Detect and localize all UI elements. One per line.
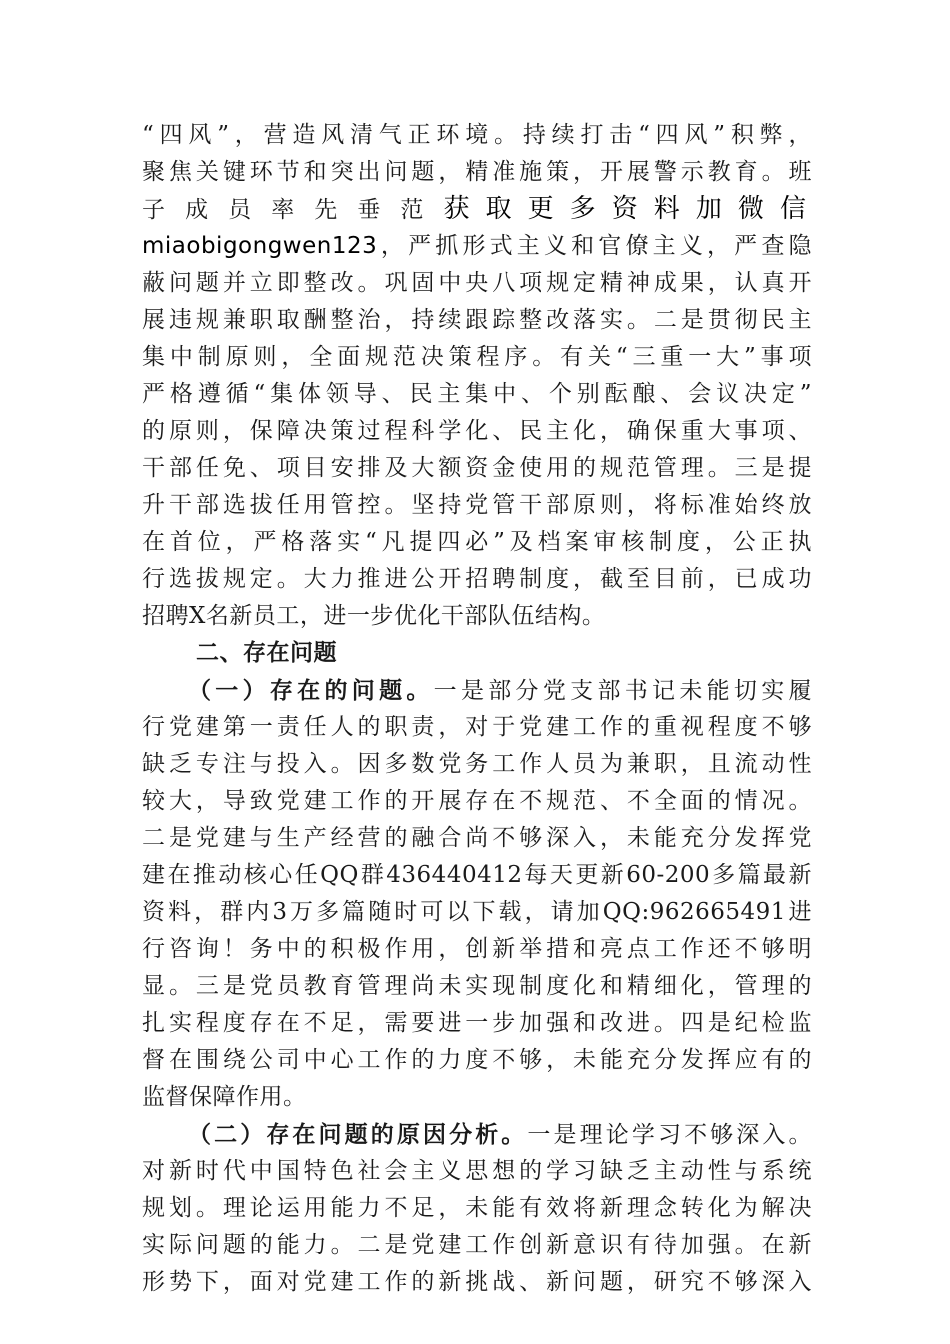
text-line: 监督保障作用。	[142, 1084, 307, 1110]
text-line	[142, 1116, 812, 1153]
text-line: 行党建第一责任人的职责，对于党建工作的重视程度不够	[142, 714, 812, 740]
wechat-id-text: miaobigongwen123	[142, 233, 378, 259]
text-line: 较大，导致党建工作的开展存在不规范、不全面的情况。	[142, 788, 812, 814]
text-line: 招聘X名新员工，进一步优化干部队伍结构。	[142, 603, 606, 629]
text-line-segment: 一是理论学习不够深入。	[527, 1122, 813, 1148]
text-line: 行咨询！务中的积极作用，创新举措和亮点工作还不够明	[142, 936, 812, 962]
subsection-heading: （一）存在的问题。	[188, 677, 434, 704]
text-line: 聚焦关键环节和突出问题，精准施策，开展警示教育。班	[142, 159, 812, 185]
section-heading: 二、存在问题	[196, 640, 337, 666]
text-line: “四风”，营造风清气正环境。持续打击“四风”积弊，	[142, 122, 812, 148]
text-line: 干部任免、项目安排及大额资金使用的规范管理。三是提	[142, 455, 812, 481]
text-line: 在首位，严格落实“凡提四必”及档案审核制度，公正执	[142, 529, 812, 555]
text-line: 严格遵循“集体领导、民主集中、个别酝酿、会议决定”	[142, 381, 812, 407]
text-line: 展违规兼职取酬整治，持续跟踪整改落实。二是贯彻民主	[142, 307, 812, 333]
text-line-segment: 子成员率先垂范	[142, 197, 444, 223]
text-line: 显。三是党员教育管理尚未实现制度化和精细化，管理的	[142, 973, 812, 999]
wechat-promo-text: 获取更多资料加微信	[443, 194, 812, 224]
qq-promo-line: 资料，群内3万多篇随时可以下载，请加QQ:962665491进	[142, 899, 812, 925]
text-line: 集中制原则，全面规范决策程序。有关“三重一大”事项	[142, 344, 812, 370]
text-line: 蔽问题并立即整改。巩固中央八项规定精神成果，认真开	[142, 270, 812, 296]
text-line	[142, 191, 812, 228]
text-line: 缺乏专注与投入。因多数党务工作人员为兼职，且流动性	[142, 751, 812, 777]
text-line: 行选拔规定。大力推进公开招聘制度，截至目前，已成功	[142, 566, 812, 592]
text-line: 督在围绕公司中心工作的力度不够，未能充分发挥应有的	[142, 1047, 812, 1073]
text-line-segment: ，严抓形式主义和官僚主义，严查隐	[377, 233, 812, 259]
text-line: 扎实程度存在不足，需要进一步加强和改进。四是纪检监	[142, 1010, 812, 1036]
text-line-segment: 一是部分党支部书记未能切实履	[433, 678, 813, 704]
text-line: 二是党建与生产经营的融合尚不够深入，未能充分发挥党	[142, 825, 812, 851]
text-line	[142, 672, 812, 709]
text-line: 实际问题的能力。二是党建工作创新意识有待加强。在新	[142, 1232, 812, 1258]
text-line: 的原则，保障决策过程科学化、民主化，确保重大事项、	[142, 418, 812, 444]
qq-promo-line: 建在推动核心任QQ群436440412每天更新60-200多篇最新	[142, 862, 812, 888]
document-body	[142, 117, 812, 1301]
text-line: 形势下，面对党建工作的新挑战、新问题，研究不够深入	[142, 1269, 812, 1295]
subsection-heading: （二）存在问题的原因分析。	[188, 1121, 528, 1148]
text-line: 升干部选拔任用管控。坚持党管干部原则，将标准始终放	[142, 492, 812, 518]
text-line	[142, 228, 812, 265]
text-line: 规划。理论运用能力不足，未能有效将新理念转化为解决	[142, 1195, 812, 1221]
text-line: 对新时代中国特色社会主义思想的学习缺乏主动性与系统	[142, 1158, 812, 1184]
